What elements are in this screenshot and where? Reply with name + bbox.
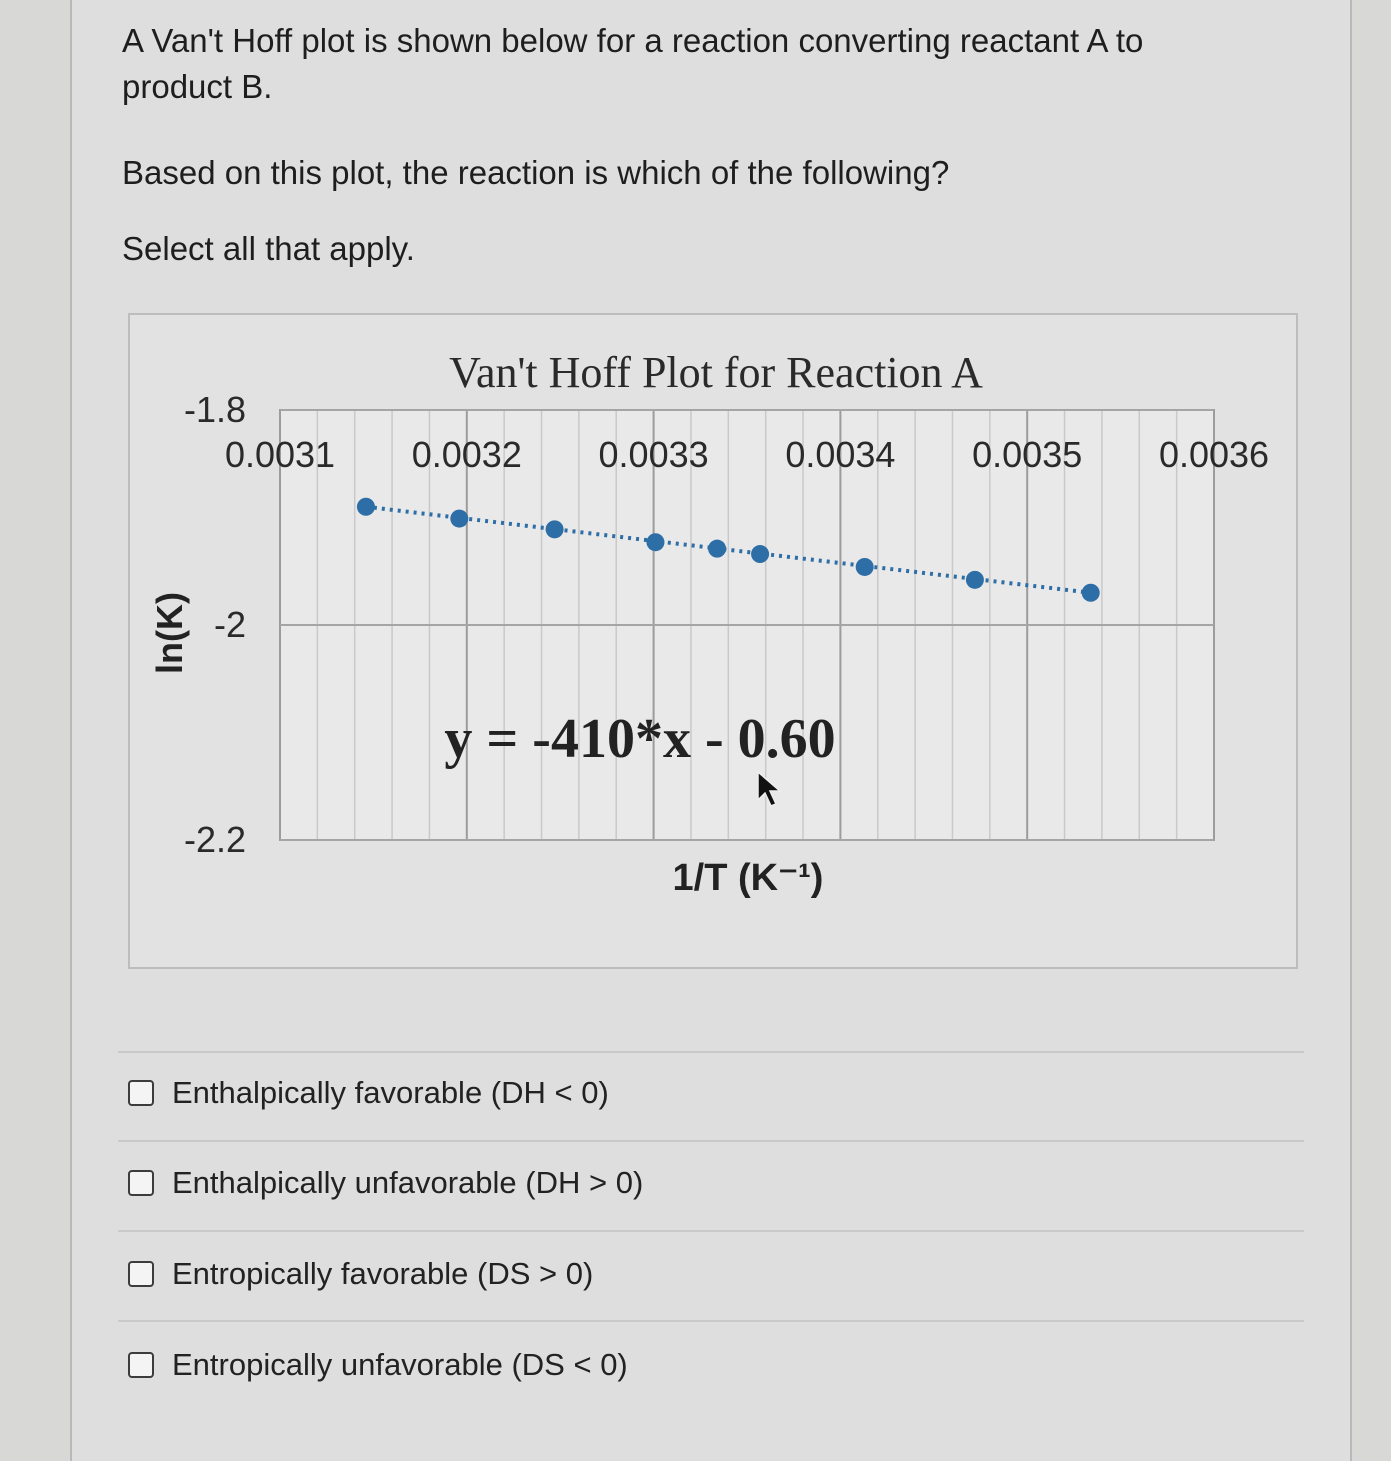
question-prompt: Based on this plot, the reaction is which of the following? (122, 154, 950, 191)
option-enthalpically-unfavorable[interactable] (128, 1163, 643, 1203)
option-label: Entropically unfavorable (DS < 0) (172, 1347, 628, 1382)
chart-frame (128, 313, 1298, 969)
y-tick-label: -2 (213, 604, 246, 645)
question-instruction: Select all that apply. (122, 230, 415, 267)
option-label: Enthalpically favorable (DH < 0) (172, 1075, 609, 1110)
data-point (856, 558, 874, 576)
data-point (646, 533, 664, 551)
option-divider (118, 1320, 1304, 1322)
question-page (70, 0, 1352, 1461)
y-tick-label: -1.8 (183, 389, 246, 430)
checkbox[interactable] (128, 1352, 154, 1378)
x-tick-label: 0.0036 (1158, 434, 1270, 475)
checkbox[interactable] (128, 1170, 154, 1196)
checkbox[interactable] (128, 1080, 154, 1106)
option-entropically-favorable[interactable] (128, 1254, 593, 1294)
x-tick-label: 0.0033 (598, 434, 709, 475)
data-point (357, 498, 375, 516)
option-label: Entropically favorable (DS > 0) (172, 1256, 594, 1291)
option-enthalpically-favorable[interactable] (128, 1073, 609, 1113)
checkbox[interactable] (128, 1261, 154, 1287)
y-tick-label: -2.2 (183, 819, 246, 860)
vant-hoff-chart (130, 315, 1296, 967)
data-point (546, 520, 564, 538)
option-divider (118, 1140, 1304, 1142)
x-axis-label: 1/T (K⁻¹) (672, 857, 824, 899)
x-tick-label: 0.0035 (972, 434, 1083, 475)
option-entropically-unfavorable[interactable] (128, 1345, 628, 1385)
x-tick-label: 0.0031 (224, 434, 336, 475)
y-axis-label: ln(K) (149, 592, 190, 674)
option-label: Enthalpically unfavorable (DH > 0) (172, 1165, 644, 1200)
x-tick-label: 0.0034 (785, 434, 896, 475)
data-point (966, 571, 984, 589)
option-divider (118, 1230, 1304, 1232)
data-point (1082, 584, 1100, 602)
data-point (751, 545, 769, 563)
option-divider (118, 1051, 1304, 1053)
data-point (708, 540, 726, 558)
trendline-equation: y = -410*x - 0.60 (444, 708, 836, 770)
data-point (450, 510, 468, 528)
question-intro: A Van't Hoff plot is shown below for a reaction converting reactant A to product B. (122, 22, 1144, 105)
chart-title: Van't Hoff Plot for Reaction A (449, 348, 983, 397)
x-tick-label: 0.0032 (411, 434, 522, 475)
